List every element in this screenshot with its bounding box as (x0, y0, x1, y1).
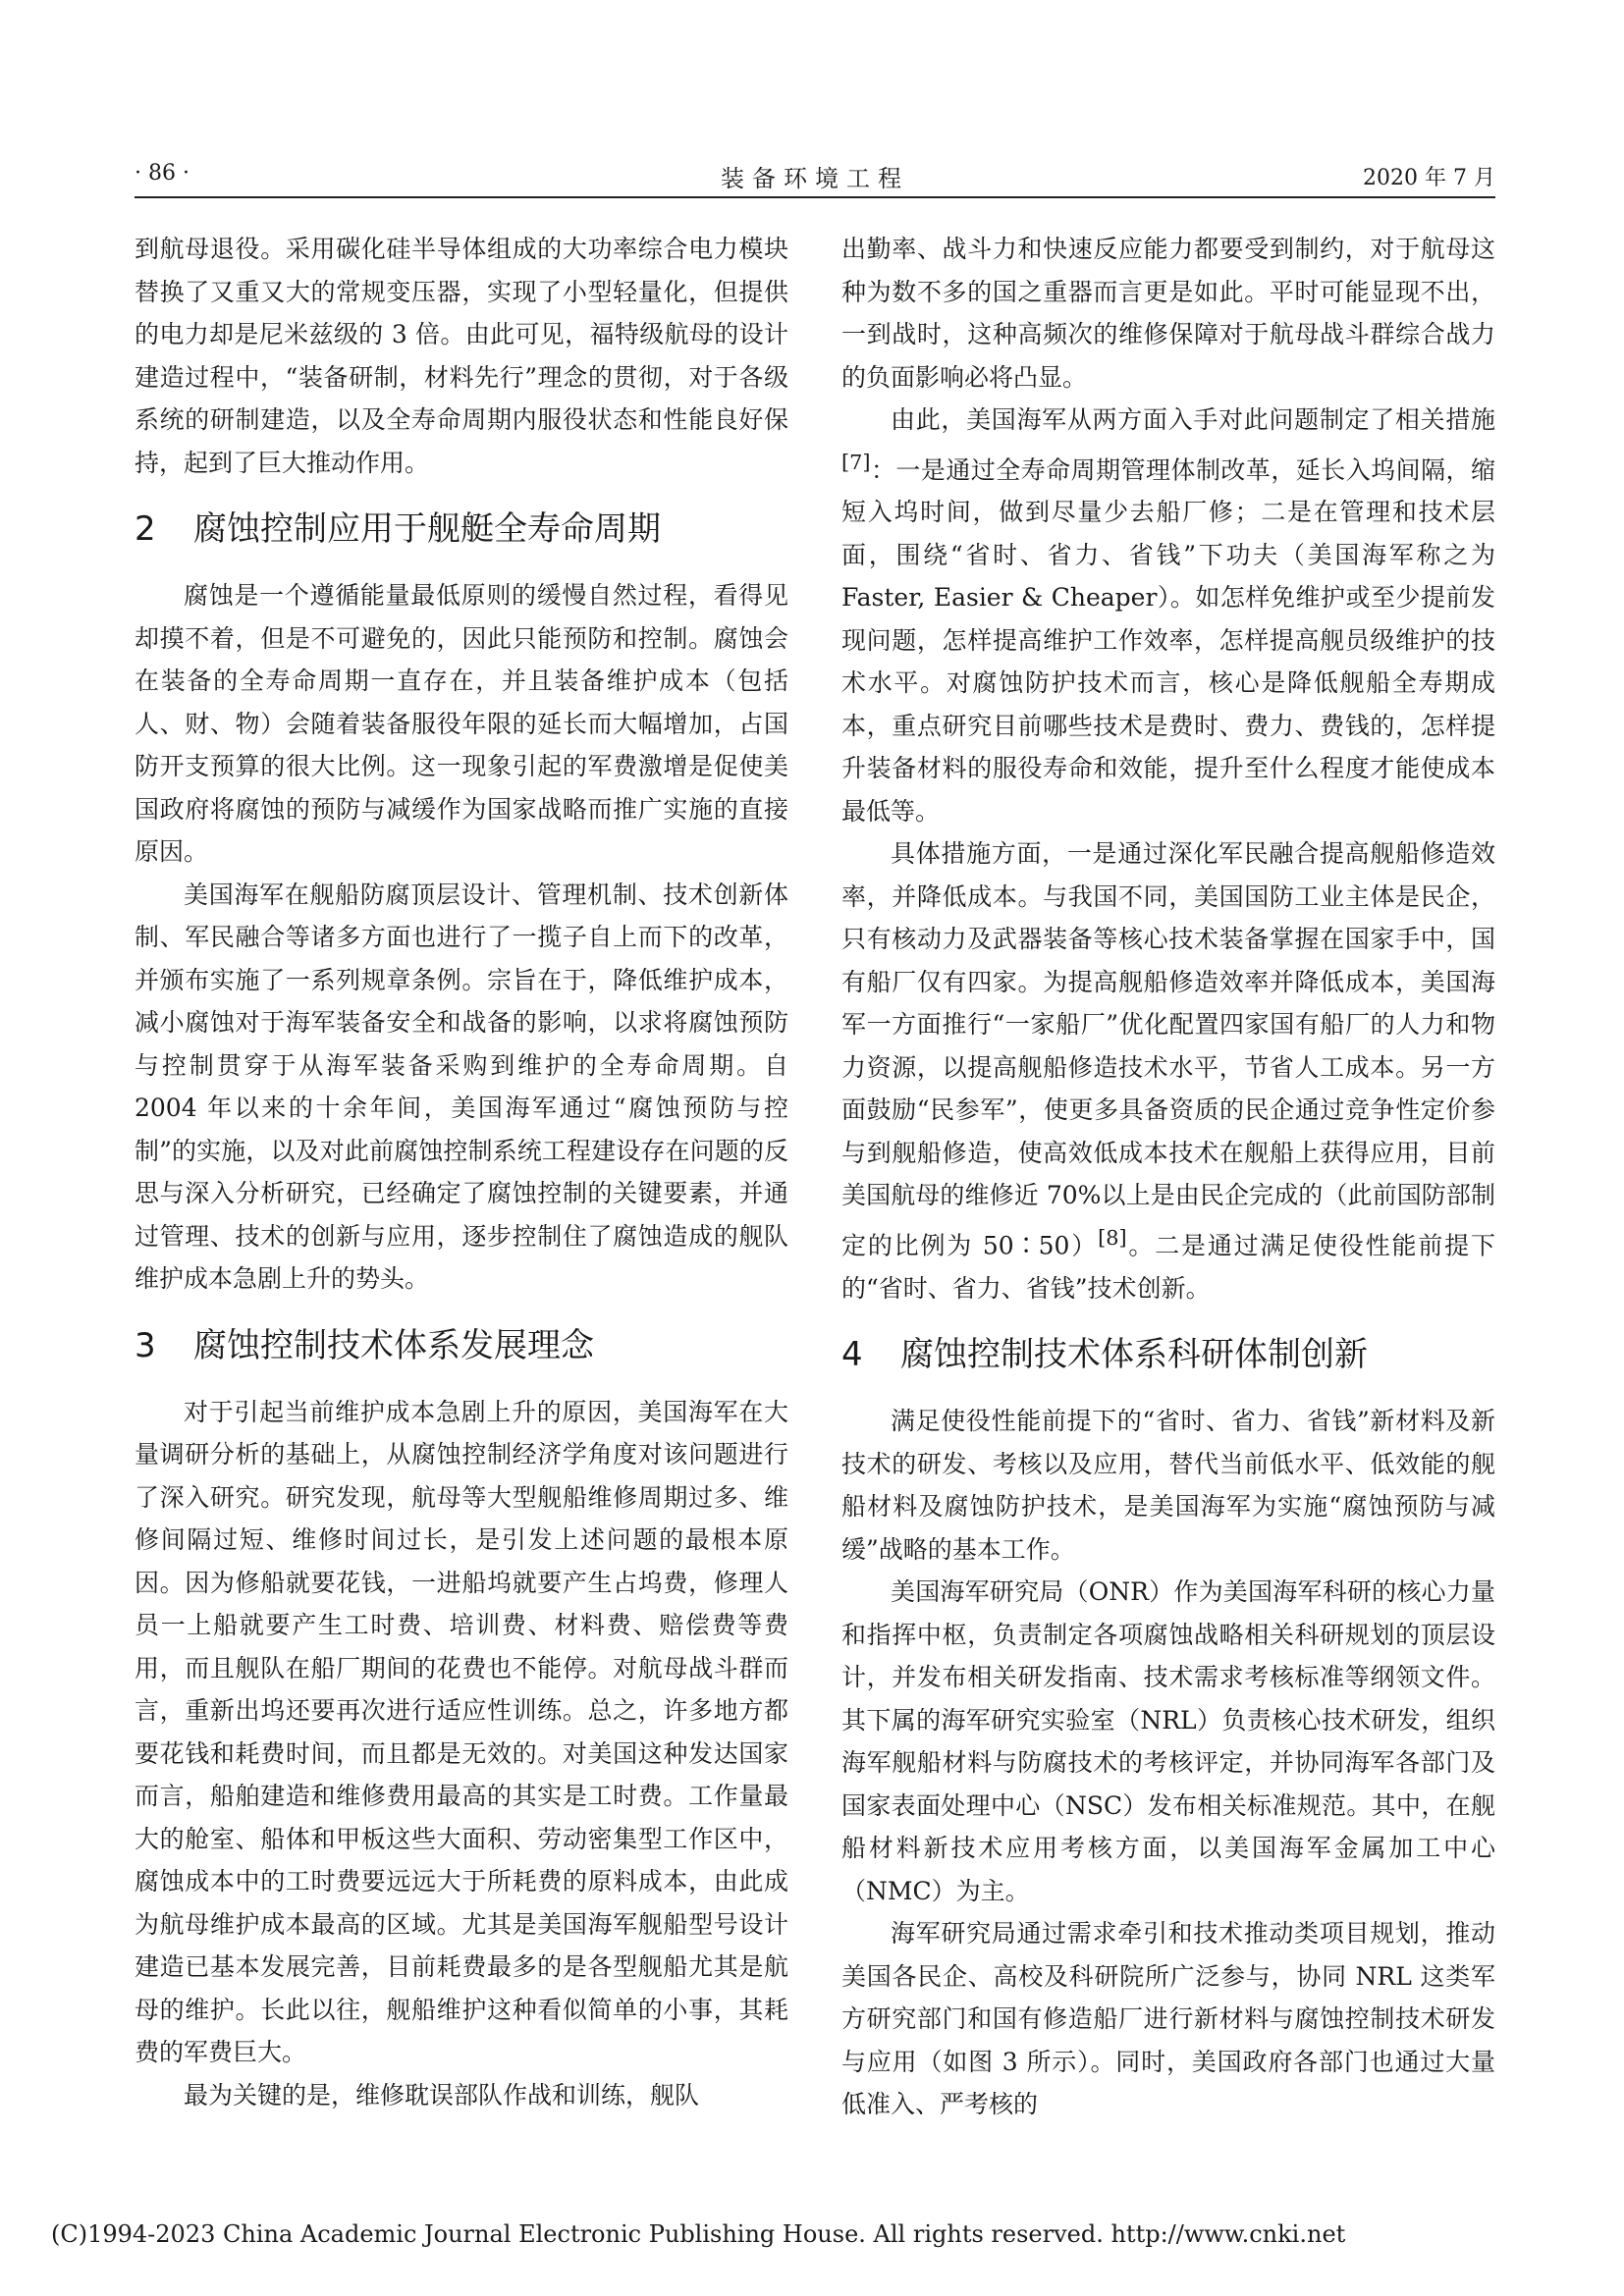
section-number: 2 (135, 509, 156, 549)
paragraph-text: 具体措施方面，一是通过深化军民融合提高舰船修造效率，并降低成本。与我国不同，美国国防工业主体是民企，只有核动力及武器装备等核心技术装备掌握在国家手中，国有船厂仅有四家。为提高舰船修造效率并降低成本，美国海军一方面推行“一家船厂”优化配置四家国有船厂的人力和物力资源，以提高舰船修造技术水平，节省人工成本。另一方面鼓励“民参军”，使更多具备资质的民企通过竞争性定价参与到舰船修造，使高效低成本技术在舰船上获得应用，目前美国航母的维修近 70%以上是由民企完成的（此前国防部制定的比例为 50∶50） (841, 839, 1495, 1260)
section-heading-4 (841, 1309, 1495, 1400)
paragraph: 对于引起当前维护成本急剧上升的原因，美国海军在大量调研分析的基础上，从腐蚀控制经济学角度对该问题进行了深入研究。研究发现，航母等大型舰船维修周期过多、维修间隔过短、维修时间过长，是引发上述问题的最根本原因。因为修船就要花钱，一进船坞就要产生占坞费，修理人员一上船就要产生工时费、培训费、材料费、赔偿费等费用，而且舰队在船厂期间的花费也不能停。对航母战斗群而言，重新出坞还要再次进行适应性训练。总之，许多地方都要花钱和耗费时间，而且都是无效的。对美国这种发达国家而言，船舶建造和维修费用最高的其实是工时费。工作量最大的舱室、船体和甲板这些大面积、劳动密集型工作区中，腐蚀成本中的工时费要远远大于所耗费的原料成本，由此成为航母维护成本最高的区域。尤其是美国海军舰船型号设计建造已基本发展完善，目前耗费最多的是各型舰船尤其是航母的维护。长此以往，舰船维护这种看似简单的小事，其耗费的军费巨大。 (135, 1397, 788, 2066)
paragraph: 满足使役性能前提下的“省时、省力、省钱”新材料及新技术的研发、考核以及应用，替代当前低水平、低效能的舰船材料及腐蚀防护技术，是美国海军为实施“腐蚀预防与减缓”战略的基本工作。 (841, 1407, 1495, 1564)
journal-title: 装备环境工程 (721, 165, 909, 192)
citation-ref: [7] (841, 450, 871, 474)
section-number: 3 (135, 1325, 156, 1365)
paragraph: 美国海军研究局（ONR）作为美国海军科研的核心力量和指挥中枢，负责制定各项腐蚀战略相关科研规划的顶层设计，并发布相关研发指南、技术需求考核标准等纲领文件。其下属的海军研究实验室（NRL）负责核心技术研发，组织海军舰船材料与防腐技术的考核评定，并协同海军各部门及国家表面处理中心（NSC）发布相关标准规范。其中，在舰船材料新技术应用考核方面，以美国海军金属加工中心（NMC）为主。 (841, 1577, 1495, 1905)
section-heading-2 (135, 484, 788, 574)
citation-ref: [8] (1098, 1225, 1127, 1250)
paragraph: 腐蚀是一个遵循能量最低原则的缓慢自然过程，看得见却摸不着，但是不可避免的，因此只能预防和控制。腐蚀会在装备的全寿命周期一直存在，并且装备维护成本（包括人、财、物）会随着装备服役年限的延长而大幅增加，占国防开支预算的很大比例。这一现象引起的军费激增是促使美国政府将腐蚀的预防与减缓作为国家战略而推广实施的直接原因。 (135, 581, 788, 866)
section-title: 腐蚀控制技术体系发展理念 (193, 1325, 594, 1365)
page-number: · 86 · (135, 161, 189, 186)
paragraph: 美国海军在舰船防腐顶层设计、管理机制、技术创新体制、军民融合等诸多方面也进行了一揽子自上而下的改革，并颁布实施了一系列规章条例。宗旨在于，降低维护成本，减小腐蚀对于海军装备安全和战备的影响，以求将腐蚀预防与控制贯穿于从海军装备采购到维护的全寿命周期。自 2004 年以来的十余年间，美国海军通过“腐蚀预防与控制”的实施，以及对此前腐蚀控制系统工程建设存在问题的反思与深入分析研究，已经确定了腐蚀控制的关键要素，并通过管理、技术的创新与应用，逐步控制住了腐蚀造成的舰队维护成本急剧上升的势头。 (135, 880, 788, 1293)
paragraph: 海军研究局通过需求牵引和技术推动类项目规划，推动美国各民企、高校及科研院所广泛参与，协同 NRL 这类军方研究部门和国有修造船厂进行新材料与腐蚀控制技术研发与应用（如图 3 所示）。同时，美国政府各部门也通过大量低准入、严考核的 (841, 1919, 1495, 2119)
section-title: 腐蚀控制应用于舰艇全寿命周期 (193, 509, 661, 549)
copyright-footer: (C)1994-2023 China Academic Journal Electronic Publishing House. All rights reserved. http://www.cnki.net (51, 2220, 1346, 2248)
section-title: 腐蚀控制技术体系科研体制创新 (900, 1335, 1368, 1375)
paragraph-text: 由此，美国海军从两方面入手对此问题制定了相关措施 (891, 405, 1495, 434)
paragraph: 最为关键的是，维修耽误部队作战和训练，舰队 (184, 2080, 700, 2109)
paragraph (841, 832, 1495, 1309)
running-header (135, 157, 1495, 198)
right-column (841, 228, 1495, 2126)
paragraph-continued: 出勤率、战斗力和快速反应能力都要受到制约，对于航母这种为数不多的国之重器而言更是如此。平时可能显现不出，一到战时，这种高频次的维修保障对于航母战斗群综合战力的负面影响必将凸显。 (841, 235, 1495, 392)
paragraph-text: ：一是通过全寿命周期管理体制改革，延长入坞间隔，缩短入坞时间，做到尽量少去船厂修；二是在管理和技术层面，围绕“省时、省力、省钱”下功夫（美国海军称之为 Faster, Easier & Cheaper）。如怎样免维护或至少提前发现问题，怎样提高维护工作效率，怎样提高舰员级维护的技术水平。对腐蚀防护技术而言，核心是降低舰船全寿期成本，重点研究目前哪些技术是费时、费力、费钱的，怎样提升装备材料的服役寿命和效能，提升至什么程度才能使成本最低等。 (841, 454, 1495, 826)
issue-date: 2020 年 7 月 (1363, 166, 1495, 190)
paragraph-text: 。二是通过满足使役性能前提下的“省时、省力、省钱”技术创新。 (841, 1231, 1495, 1303)
section-number: 4 (841, 1335, 863, 1375)
left-column (135, 228, 788, 2116)
paragraph (841, 399, 1495, 832)
section-heading-3 (135, 1301, 788, 1391)
paragraph-continued: 到航母退役。采用碳化硅半导体组成的大功率综合电力模块替换了又重又大的常规变压器，实现了小型轻量化，但提供的电力却是尼米兹级的 3 倍。由此可见，福特级航母的设计建造过程中，“装备研制，材料先行”理念的贯彻，对于各级系统的研制建造，以及全寿命周期内服役状态和性能良好保持，起到了巨大推动作用。 (135, 235, 788, 477)
